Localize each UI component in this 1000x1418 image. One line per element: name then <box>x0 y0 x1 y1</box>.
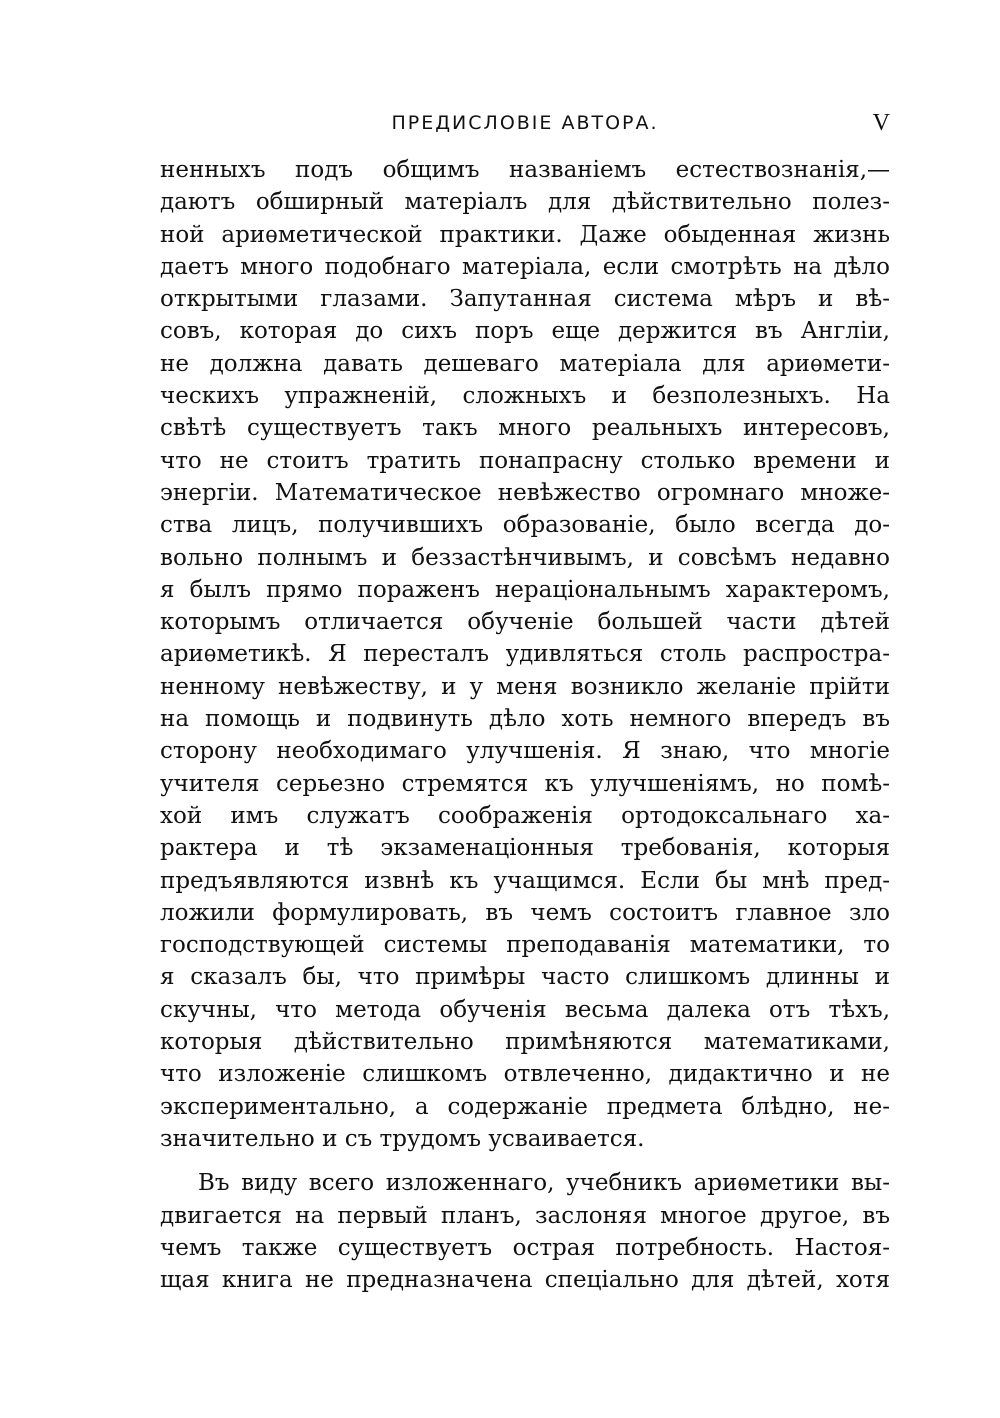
text-line: что изложеніе слишкомъ отвлеченно, дидактично и не <box>160 1061 890 1088</box>
text-line: ложили формулировать, въ чемъ состоитъ главное зло <box>160 899 890 926</box>
paragraph-1 <box>160 154 890 1155</box>
text-line: энергіи. Математическое невѣжество огромнаго множе- <box>160 479 890 506</box>
text-line: хой имъ служатъ соображенія ортодоксальнаго ха- <box>160 802 890 829</box>
running-title: ПРЕДИСЛОВІЕ АВТОРА. <box>391 112 659 134</box>
page-number: V <box>872 110 890 136</box>
text-line: господствующей системы преподаванія математики, то <box>160 932 890 959</box>
text-line: ной ариѳметической практики. Даже обыденная жизнь <box>160 221 890 248</box>
text-line: даетъ много подобнаго матеріала, если смотрѣть на дѣло <box>160 253 890 280</box>
text-line: которыя дѣйствительно примѣняются математиками, <box>160 1029 890 1056</box>
text-line: на помощь и подвинуть дѣло хоть немного впередъ въ <box>160 706 890 733</box>
text-line: значительно и съ трудомъ усваивается. <box>160 1125 645 1152</box>
text-line: щая книга не предназначена спеціально для дѣтей, хотя <box>160 1267 890 1294</box>
text-line: ариѳметикѣ. Я пересталъ удивляться столь распростра- <box>160 641 890 668</box>
text-line: чемъ также существуетъ острая потребность. Настоя- <box>160 1234 890 1261</box>
paragraph-spacer <box>160 1155 890 1167</box>
page-header <box>160 106 890 140</box>
text-line: вольно полнымъ и беззастѣнчивымъ, и совсѣмъ недавно <box>160 544 890 571</box>
text-line: экспериментально, а содержаніе предмета блѣдно, не- <box>160 1093 890 1120</box>
text-line: ненныхъ подъ общимъ названіемъ естествознанія,— <box>160 157 890 183</box>
text-line: которымъ отличается обученіе большей части дѣтей <box>160 609 890 636</box>
text-line: не должна давать дешеваго матеріала для ариѳмети- <box>160 350 890 377</box>
text-line: свѣтѣ существуетъ такъ много реальныхъ интересовъ, <box>160 415 890 442</box>
text-line: рактера и тѣ экзаменаціонныя требованія, которыя <box>160 835 890 862</box>
text-line: скучны, что метода обученія весьма далека отъ тѣхъ, <box>160 996 890 1023</box>
text-line: я былъ прямо пораженъ нераціональнымъ характеромъ, <box>160 576 890 603</box>
text-line: двигается на первый планъ, заслоняя многое другое, въ <box>160 1202 890 1229</box>
text-line: я сказалъ бы, что примѣры часто слишкомъ длинны и <box>160 964 890 991</box>
text-line: Въ виду всего изложеннаго, учебникъ ариѳметики вы- <box>198 1170 890 1197</box>
text-line: совъ, которая до сихъ поръ еще держится въ Англіи, <box>160 318 890 345</box>
text-line: ненному невѣжеству, и у меня возникло желаніе прійти <box>160 673 890 700</box>
text-line: ческихъ упражненій, сложныхъ и безполезныхъ. На <box>160 383 890 410</box>
text-line: учителя серьезно стремятся къ улучшеніямъ, но помѣ- <box>160 770 890 797</box>
text-line: открытыми глазами. Запутанная система мѣръ и вѣ- <box>160 286 890 313</box>
text-line: сторону необходимаго улучшенія. Я знаю, что многіе <box>160 738 890 765</box>
text-line: предъявляются извнѣ къ учащимся. Если бы мнѣ пред- <box>160 867 890 894</box>
paragraph-2 <box>160 1167 890 1296</box>
text-line: даютъ обширный матеріалъ для дѣйствительно полез- <box>160 189 890 216</box>
text-line: ства лицъ, получившихъ образованіе, было всегда до- <box>160 512 890 539</box>
body-text <box>160 154 890 1296</box>
text-line: что не стоитъ тратить понапрасну столько времени и <box>160 447 890 474</box>
